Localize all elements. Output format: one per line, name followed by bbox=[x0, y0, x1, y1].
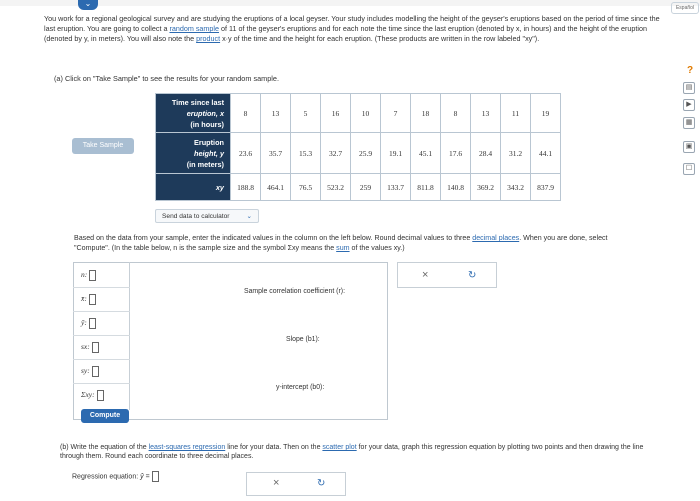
row-header-y: Eruption height, y (in meters) bbox=[156, 133, 231, 174]
sx-row: sx: bbox=[81, 342, 99, 353]
x-cell: 8 bbox=[231, 94, 261, 133]
answer-actions bbox=[397, 262, 497, 288]
sy-input[interactable] bbox=[92, 366, 99, 377]
y-cell: 23.6 bbox=[231, 133, 261, 174]
sy-row: sy: bbox=[81, 366, 99, 377]
x-cell: 7 bbox=[381, 94, 411, 133]
xy-cell: 369.2 bbox=[471, 174, 501, 201]
ebook-icon[interactable]: ▦ bbox=[683, 117, 695, 129]
n-input[interactable] bbox=[89, 270, 96, 281]
espanol-button[interactable]: Español bbox=[671, 2, 699, 14]
close-icon[interactable]: × bbox=[273, 477, 280, 489]
close-icon[interactable]: × bbox=[422, 269, 429, 281]
decimal-places-link[interactable]: decimal places bbox=[472, 234, 520, 242]
collapse-chevron-icon[interactable]: ⌄ bbox=[78, 0, 98, 10]
divider bbox=[73, 359, 130, 360]
random-sample-link[interactable]: random sample bbox=[169, 24, 220, 34]
regression-label: Regression equation: bbox=[72, 473, 139, 481]
regression-input[interactable] bbox=[152, 471, 159, 482]
sum-link[interactable]: sum bbox=[336, 243, 350, 252]
sumxy-input[interactable] bbox=[97, 390, 104, 401]
divider bbox=[73, 383, 130, 384]
gradebook-icon[interactable]: ▣ bbox=[683, 141, 695, 153]
y-cell: 44.1 bbox=[531, 133, 561, 174]
sample-table bbox=[155, 93, 561, 201]
xy-cell: 811.8 bbox=[411, 174, 441, 201]
y-cell: 45.1 bbox=[411, 133, 441, 174]
x-cell: 13 bbox=[471, 94, 501, 133]
y-cell: 19.1 bbox=[381, 133, 411, 174]
calculator-icon[interactable]: ▤ bbox=[683, 82, 695, 94]
y-cell: 15.3 bbox=[291, 133, 321, 174]
xy-cell: 343.2 bbox=[501, 174, 531, 201]
send-to-calculator-label: Send data to calculator bbox=[162, 213, 230, 220]
correlation-label: Sample correlation coefficient (r): bbox=[244, 288, 345, 295]
scatter-plot-link[interactable]: scatter plot bbox=[322, 444, 357, 451]
least-squares-link[interactable]: least-squares regression bbox=[148, 444, 226, 451]
y-cell: 28.4 bbox=[471, 133, 501, 174]
y-cell: 35.7 bbox=[261, 133, 291, 174]
table-row-y bbox=[156, 133, 561, 174]
row-header-xy: xy bbox=[156, 174, 231, 201]
chevron-down-icon: ⌄ bbox=[246, 213, 252, 220]
xy-cell: 523.2 bbox=[321, 174, 351, 201]
send-to-calculator-dropdown[interactable] bbox=[155, 209, 259, 223]
part-b-actions bbox=[246, 472, 346, 496]
n-row: n: bbox=[81, 270, 96, 281]
product-link[interactable]: product bbox=[196, 34, 221, 44]
divider bbox=[73, 287, 130, 288]
y-cell: 17.6 bbox=[441, 133, 471, 174]
xbar-input[interactable] bbox=[89, 294, 96, 305]
top-bar bbox=[0, 0, 700, 6]
compute-button[interactable]: Compute bbox=[81, 409, 129, 423]
take-sample-button[interactable]: Take Sample bbox=[72, 138, 134, 154]
x-cell: 10 bbox=[351, 94, 381, 133]
message-icon[interactable]: ☐ bbox=[683, 163, 695, 175]
y-cell: 31.2 bbox=[501, 133, 531, 174]
instructions-paragraph: Based on the data from your sample, enter the indicated values in the column on the left below. Round decimal values to three decimal places. When you are done, select "Compute". (In the table below, n is the sample size and the symbol Σxy means the sum of the values xy.) bbox=[74, 234, 608, 252]
part-b-instruction: (b) Write the equation of the least-squares regression line for your data. Then on the scatter plot for your data, graph this regression equation by plotting two points and then drawing the line through them. Round each coordinate to three decimal places. bbox=[60, 444, 644, 461]
part-a-instruction: (a) Click on "Take Sample" to see the results for your random sample. bbox=[54, 74, 279, 83]
video-icon[interactable]: ▶ bbox=[683, 99, 695, 111]
divider bbox=[73, 335, 130, 336]
y-cell: 25.9 bbox=[351, 133, 381, 174]
xbar-row: x̄: bbox=[81, 294, 96, 305]
sumxy-row: Σxy: bbox=[81, 390, 104, 401]
x-cell: 13 bbox=[261, 94, 291, 133]
divider bbox=[73, 311, 130, 312]
xy-cell: 188.8 bbox=[231, 174, 261, 201]
x-cell: 11 bbox=[501, 94, 531, 133]
sx-input[interactable] bbox=[92, 342, 99, 353]
yhat-symbol: ŷ = bbox=[140, 473, 150, 481]
xy-cell: 464.1 bbox=[261, 174, 291, 201]
row-header-x: Time since last eruption, x (in hours) bbox=[156, 94, 231, 133]
intercept-label: y-intercept (b0): bbox=[276, 384, 325, 391]
x-cell: 18 bbox=[411, 94, 441, 133]
x-cell: 16 bbox=[321, 94, 351, 133]
xy-cell: 140.8 bbox=[441, 174, 471, 201]
help-icon[interactable]: ? bbox=[687, 65, 694, 76]
problem-intro: You work for a regional geological survey and are studying the eruptions of a local geyser. Your study includes modelling the height of the geyser's eruptions based on the period of time since the last eruption. You are going to collect a random sample of 11 of the geyser's eruptions and for each note the time since the last eruption (denoted by x, in hours) and the height of the eruption (denoted by y, in meters). You will also note the product x·y of the time and the height for each eruption. (These products are written in the row labeled "xy"). bbox=[44, 14, 660, 44]
ybar-row: ȳ: bbox=[81, 318, 96, 329]
undo-icon[interactable]: ↻ bbox=[317, 478, 326, 489]
xy-cell: 259 bbox=[351, 174, 381, 201]
xy-cell: 76.5 bbox=[291, 174, 321, 201]
xy-cell: 133.7 bbox=[381, 174, 411, 201]
ybar-input[interactable] bbox=[89, 318, 96, 329]
xy-cell: 837.9 bbox=[531, 174, 561, 201]
table-row-x bbox=[156, 94, 561, 133]
stats-input-column bbox=[73, 262, 130, 410]
x-cell: 8 bbox=[441, 94, 471, 133]
y-cell: 32.7 bbox=[321, 133, 351, 174]
regression-equation-row bbox=[72, 471, 159, 482]
table-row-xy bbox=[156, 174, 561, 201]
undo-icon[interactable]: ↻ bbox=[468, 270, 477, 281]
x-cell: 19 bbox=[531, 94, 561, 133]
x-cell: 5 bbox=[291, 94, 321, 133]
slope-label: Slope (b1): bbox=[286, 336, 320, 343]
